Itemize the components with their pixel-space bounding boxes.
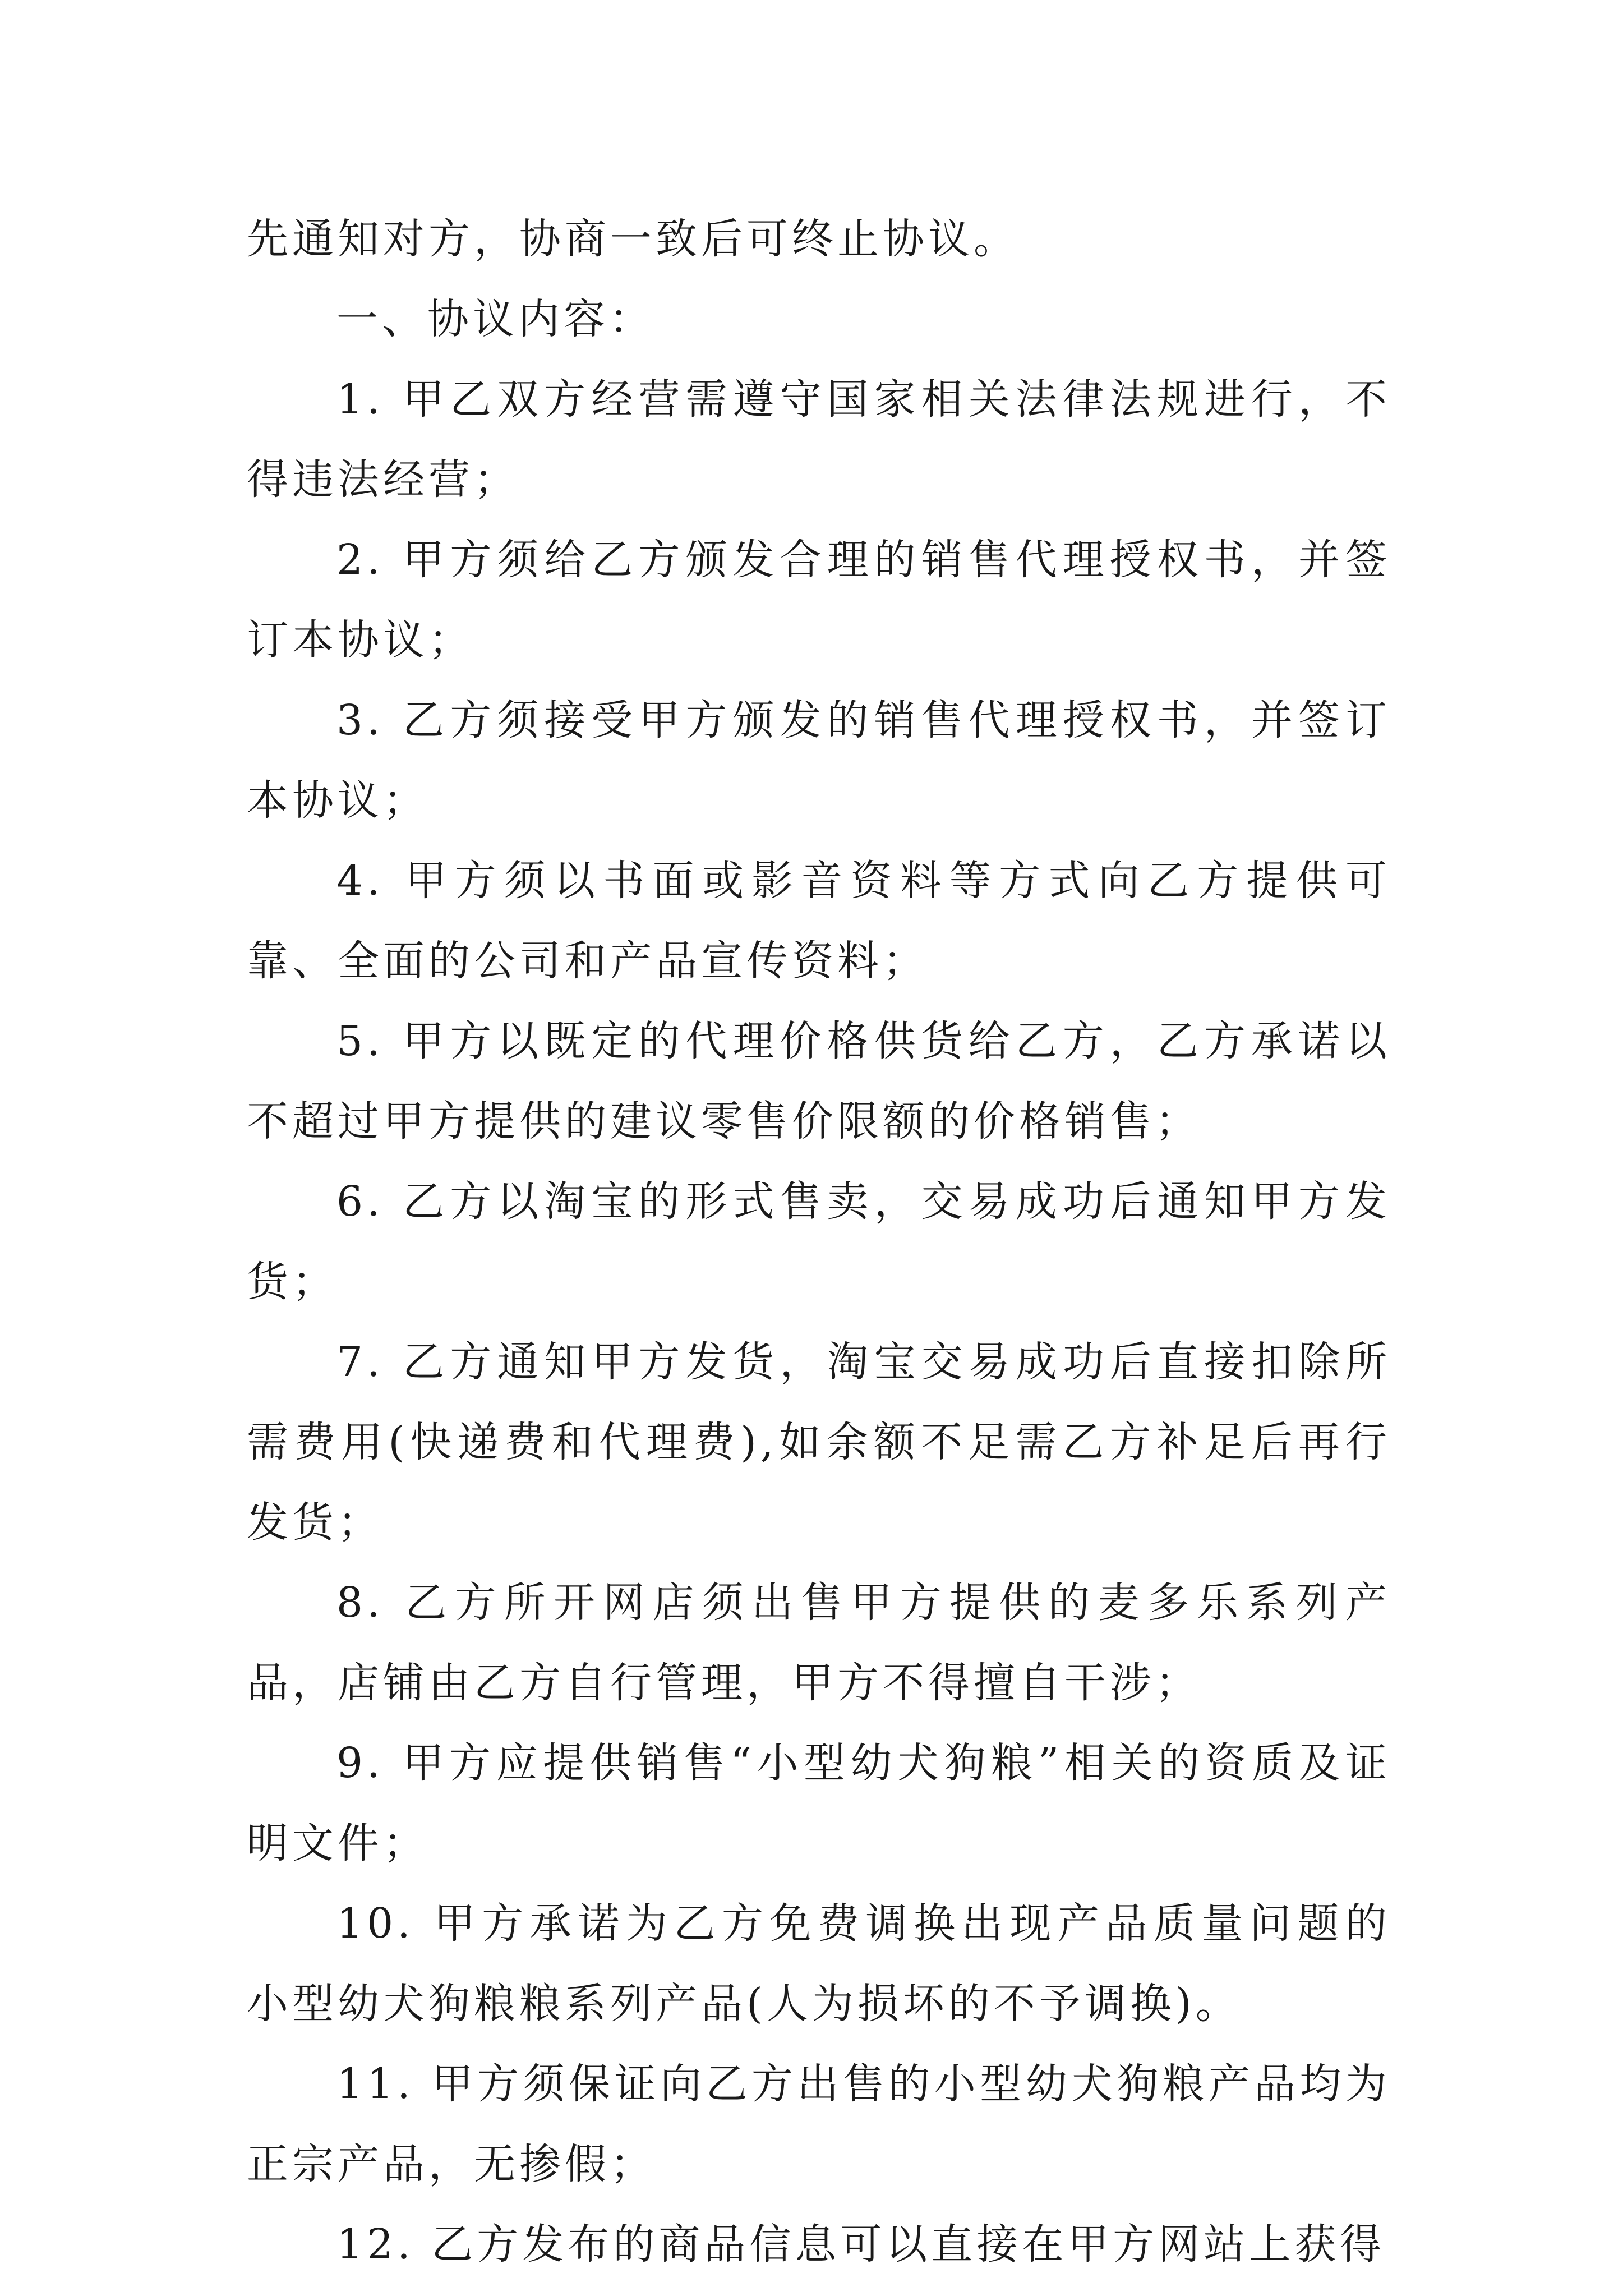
clause-8: 8. 乙方所开网店须出售甲方提供的麦多乐系列产品，店铺由乙方自行管理，甲方不得擅自干涉； — [247, 1579, 1391, 1707]
paragraph-continuation: 先通知对方，协商一致后可终止协议。 — [247, 215, 1019, 263]
section-heading-agreement-content: 一、协议内容： — [336, 295, 654, 343]
clause-11: 11. 甲方须保证向乙方出售的小型幼犬狗粮产品均为正宗产品，无掺假； — [247, 2060, 1391, 2188]
clause-6: 6. 乙方以淘宝的形式售卖，交易成功后通知甲方发货； — [247, 1177, 1391, 1306]
clause-4: 4. 甲方须以书面或影音资料等方式向乙方提供可靠、全面的公司和产品宣传资料； — [247, 857, 1391, 985]
clause-9: 9. 甲方应提供销售“小型幼犬狗粮”相关的资质及证明文件； — [247, 1739, 1391, 1867]
document-body — [247, 199, 1391, 2285]
clause-7: 7. 乙方通知甲方发货，淘宝交易成功后直接扣除所需费用(快递费和代理费),如余额不足需乙方补足后再行发货； — [247, 1338, 1391, 1547]
clause-2: 2. 甲方须给乙方颁发合理的销售代理授权书，并签订本协议； — [247, 536, 1391, 664]
clause-10: 10. 甲方承诺为乙方免费调换出现产品质量问题的 小型幼犬狗粮粮系列产品(人为损坏的不予调换)。 — [247, 1899, 1391, 2028]
clause-12: 12. 乙方发布的商品信息可以直接在甲方网站上获得 — [336, 2220, 1386, 2269]
clause-5: 5. 甲方以既定的代理价格供货给乙方，乙方承诺以不超过甲方提供的建议零售价限额的价格销售； — [247, 1017, 1391, 1145]
clause-1: 1. 甲乙双方经营需遵守国家相关法律法规进行，不得违法经营； — [247, 375, 1391, 504]
clause-3: 3. 乙方须接受甲方颁发的销售代理授权书，并签订本协议； — [247, 696, 1391, 825]
